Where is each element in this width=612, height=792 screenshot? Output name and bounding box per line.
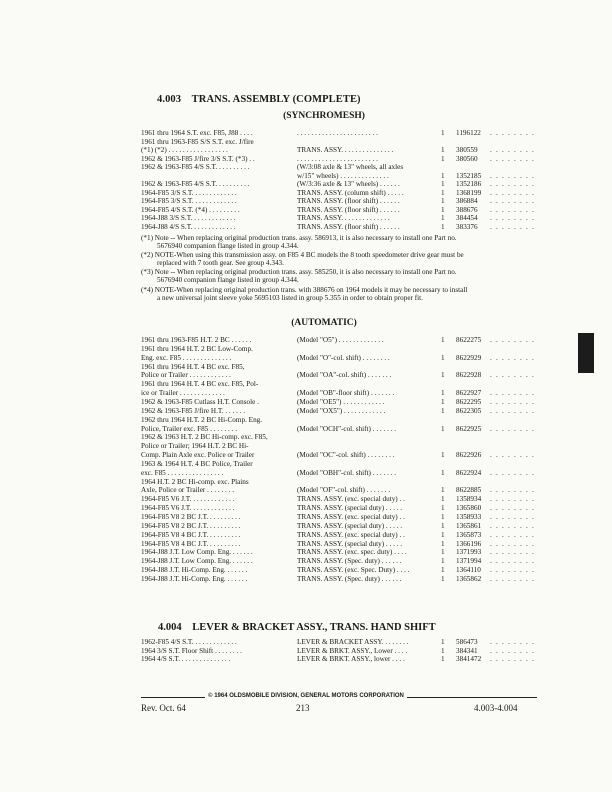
- table-row: [0, 345, 612, 353]
- page-number: 213: [296, 703, 310, 713]
- part-description: TRANS. ASSY. . . . . . . . . . . . . .: [297, 214, 390, 222]
- quantity: 1: [441, 371, 445, 380]
- leader-dots: . . . . . . . .: [490, 557, 535, 566]
- table-row: [0, 575, 612, 583]
- part-number: 1365860: [456, 504, 482, 513]
- quantity: 1: [441, 397, 445, 406]
- table-row: [0, 363, 612, 371]
- part-description: TRANS. ASSY. (floor shift) . . . . . .: [297, 205, 400, 214]
- table-row: [0, 647, 612, 655]
- table-row: [0, 460, 612, 468]
- table-row: [0, 129, 612, 137]
- vehicle-description: 1964-J88 J.T. Low Comp. Eng. . . . . . .: [141, 548, 253, 557]
- vehicle-description: 1961 thru 1963-F85 H.T. 2 BC . . . . . .: [141, 336, 252, 344]
- table-row: [0, 478, 612, 486]
- table-row: [0, 371, 612, 379]
- part-description: TRANS. ASSY. (exc. special duty) . .: [297, 530, 405, 539]
- vehicle-description: 1962 & 1963-F85 4/S S.T. . . . . . . . . .: [141, 180, 250, 188]
- vehicle-description: 1964-F85 4/S S.T. (*4) . . . . . . . . .: [141, 205, 240, 214]
- leader-dots: . . . . . . . .: [490, 486, 535, 495]
- vehicle-description: 1964-F85 V6 J.T. . . . . . . . . . . . .: [141, 504, 235, 513]
- part-description: LEVER & BRKT. ASSY., Lower . . . .: [297, 646, 408, 655]
- vehicle-description: 1962 & 1963-F85 Cutlass H.T. Console .: [141, 397, 259, 406]
- quantity: 1: [441, 171, 445, 180]
- leader-dots: . . . . . . . .: [490, 188, 535, 197]
- vehicle-description: (*1) (*2) . . . . . . . . . . . . . . . . .: [141, 146, 228, 154]
- part-description: (Model "O"-col. shift) . . . . . . . .: [297, 353, 390, 362]
- table-row: [0, 407, 612, 415]
- quantity: 1: [441, 468, 445, 477]
- vehicle-description: 1964-J88 4/S S.T. . . . . . . . . . . . .: [141, 222, 236, 231]
- table-row: [0, 172, 612, 180]
- quantity: 1: [441, 424, 445, 433]
- leader-dots: . . . . . . . .: [490, 548, 535, 557]
- part-description: TRANS. ASSY. (exc. Spec. Duty) . . . .: [297, 566, 410, 575]
- table-row: [0, 336, 612, 344]
- part-description: (Model "O5") . . . . . . . . . . . . .: [297, 336, 384, 344]
- part-number: 383376: [456, 222, 478, 231]
- quantity: 1: [441, 495, 445, 504]
- vehicle-description: 1963 & 1964 H.T. 4 BC Police, Trailer: [141, 459, 253, 468]
- part-number: 1196122: [456, 129, 481, 137]
- leader-dots: . . . . . . . .: [490, 451, 535, 460]
- table-row: [0, 189, 612, 197]
- vehicle-description: 1962 & 1963-F85 4/S S.T. . . . . . . . . .: [141, 163, 250, 171]
- part-description: TRANS. ASSY. (Spec. duty) . . . . . .: [297, 574, 402, 583]
- quantity: 1: [441, 222, 445, 231]
- quantity: 1: [441, 548, 445, 557]
- quantity: 1: [441, 566, 445, 575]
- quantity: 1: [441, 353, 445, 362]
- subtitle-synchromesh: (SYNCHROMESH): [283, 111, 365, 121]
- table-row: [0, 495, 612, 503]
- quantity: 1: [441, 638, 445, 646]
- table-row: [0, 214, 612, 222]
- part-number: 8622924: [456, 468, 482, 477]
- part-number: 384341: [456, 646, 478, 655]
- part-description: (Model "OA"-col. shift) . . . . . . .: [297, 371, 392, 380]
- part-description: TRANS. ASSY. (exc. spec. duty) . . . .: [297, 548, 407, 557]
- part-number: 388676: [456, 205, 478, 214]
- part-number: 586473: [456, 638, 478, 646]
- table-row: [0, 354, 612, 362]
- leader-dots: . . . . . . . .: [490, 353, 535, 362]
- vehicle-description: Comp. Plain Axle exc. Police or Trailer: [141, 451, 255, 460]
- leader-dots: . . . . . . . .: [490, 154, 535, 163]
- leader-dots: . . . . . . . .: [490, 513, 535, 521]
- leader-dots: . . . . . . . .: [490, 646, 535, 655]
- part-description: LEVER & BRKT. ASSY., lower . . . .: [297, 655, 405, 664]
- leader-dots: . . . . . . . .: [490, 530, 535, 539]
- part-description: TRANS. ASSY. (special duty) . . . . .: [297, 521, 403, 530]
- part-number: 1366196: [456, 539, 482, 548]
- table-row: [0, 504, 612, 512]
- footnote: [141, 268, 541, 284]
- part-description: TRANS. ASSY. (floor shift) . . . . . .: [297, 197, 400, 205]
- vehicle-description: Police or Trailer; 1964 H.T. 2 BC Hi-: [141, 442, 249, 451]
- part-number: 380560: [456, 154, 478, 163]
- table-row: [0, 566, 612, 574]
- quantity: 1: [441, 197, 445, 205]
- leader-dots: . . . . . . . .: [490, 424, 535, 433]
- vehicle-description: 1964-F85 V8 2 BC J.T. . . . . . . . . .: [141, 513, 241, 521]
- vehicle-description: Police or Trailer . . . . . . . . . . . .: [141, 371, 231, 380]
- part-number: 8622925: [456, 424, 482, 433]
- leader-dots: . . . . . . . .: [490, 336, 535, 344]
- table-row: [0, 486, 612, 494]
- quantity: 1: [441, 539, 445, 548]
- vehicle-description: Eng. exc. F85 . . . . . . . . . . . . . .: [141, 353, 232, 362]
- vehicle-description: 1961 thru 1963-F85 S/S S.T. exc. J/fire: [141, 137, 254, 146]
- footnote-first-line: (*4) NOTE-When replacing original production trans. with 388676 on 1964 models it may be necessary to install: [141, 286, 468, 294]
- leader-dots: . . . . . . . .: [490, 468, 535, 477]
- vehicle-description: 1964-F85 V8 2 BC J.T. . . . . . . . . .: [141, 521, 241, 530]
- section-heading-4003: [157, 94, 361, 105]
- part-description: (Model "OX5") . . . . . . . . . . . .: [297, 406, 386, 415]
- footnote-continuation: replaced with 7 tooth gear. See group 4.343.: [157, 259, 284, 268]
- part-number: 8622885: [456, 486, 482, 495]
- table-row: [0, 146, 612, 154]
- table-row: [0, 197, 612, 205]
- section-number: 4.003: [157, 94, 182, 105]
- quantity: 1: [441, 180, 445, 188]
- quantity: 1: [441, 406, 445, 415]
- quantity: 1: [441, 486, 445, 495]
- table-row: [0, 442, 612, 450]
- part-number: 384454: [456, 214, 478, 222]
- leader-dots: . . . . . . . .: [490, 495, 535, 504]
- part-description: (Model "OB"-floor shift) . . . . . . .: [297, 389, 395, 398]
- part-number: 8622928: [456, 371, 482, 380]
- quantity: 1: [441, 513, 445, 521]
- leader-dots: . . . . . . . .: [490, 504, 535, 513]
- quantity: 1: [441, 646, 445, 655]
- leader-dots: . . . . . . . .: [490, 389, 535, 398]
- part-description: . . . . . . . . . . . . . . . . . . . . . . .: [297, 154, 378, 163]
- quantity: 1: [441, 557, 445, 566]
- part-description: (Model "OCH"-col. shift) . . . . . . .: [297, 424, 397, 433]
- part-description: (Model "OC"-col. shift) . . . . . . . .: [297, 451, 395, 460]
- quantity: 1: [441, 504, 445, 513]
- table-row: [0, 513, 612, 521]
- part-number: 386884: [456, 197, 478, 205]
- table-row: [0, 531, 612, 539]
- quantity: 1: [441, 214, 445, 222]
- table-row: [0, 163, 612, 171]
- table-row: [0, 469, 612, 477]
- part-number: 1371994: [456, 557, 482, 566]
- part-number: 1368199: [456, 188, 482, 197]
- quantity: 1: [441, 188, 445, 197]
- table-row: [0, 540, 612, 548]
- quantity: 1: [441, 336, 445, 344]
- table-row: [0, 380, 612, 388]
- vehicle-description: 1964-J88 J.T. Hi-Comp. Eng. . . . . . .: [141, 566, 248, 575]
- vehicle-description: 1964-F85 V8 4 BC J.T. . . . . . . . . .: [141, 539, 241, 548]
- table-row: [0, 416, 612, 424]
- table-row: [0, 155, 612, 163]
- vehicle-description: ice or Trailer . . . . . . . . . . . . .: [141, 389, 225, 398]
- quantity: 1: [441, 389, 445, 398]
- part-description: TRANS. ASSY. (special duty) . . . . .: [297, 539, 403, 548]
- quantity: 1: [441, 521, 445, 530]
- part-number: 8622305: [456, 406, 482, 415]
- part-number: 8622295: [456, 397, 482, 406]
- leader-dots: . . . . . . . .: [490, 171, 535, 180]
- table-row: [0, 451, 612, 459]
- vehicle-description: 1962-F85 4/S S.T. . . . . . . . . . . . .: [141, 638, 237, 646]
- leader-dots: . . . . . . . .: [490, 214, 535, 222]
- vehicle-description: 1961 thru 1964 H.T. 2 BC Low-Comp.: [141, 344, 253, 353]
- part-description: (Model "OF"-col. shift) . . . . . . .: [297, 486, 391, 495]
- vehicle-description: 1964-F85 V6 J.T. . . . . . . . . . . . .: [141, 495, 235, 504]
- vehicle-description: 1962 & 1963-F85 J/fire H.T. . . . . . .: [141, 406, 246, 415]
- leader-dots: . . . . . . . .: [490, 371, 535, 380]
- table-row: [0, 557, 612, 565]
- quantity: 1: [441, 129, 445, 137]
- section-heading-4004: [158, 622, 436, 633]
- quantity: 1: [441, 451, 445, 460]
- part-number: 380559: [456, 146, 478, 154]
- part-description: TRANS. ASSY. (Spec. duty) . . . . . .: [297, 557, 402, 566]
- part-description: LEVER & BRACKET ASSY. . . . . . . .: [297, 638, 409, 646]
- leader-dots: . . . . . . . .: [490, 638, 535, 646]
- part-number: 1365862: [456, 574, 482, 583]
- part-number: 8622927: [456, 389, 482, 398]
- vehicle-description: 1964-F85 V8 4 BC J.T. . . . . . . . . .: [141, 530, 241, 539]
- group-range: 4.003-4.004: [474, 703, 518, 713]
- part-number: 3841472: [456, 655, 482, 664]
- vehicle-description: 1964 H.T. 2 BC Hi-comp. exc. Plains: [141, 477, 249, 486]
- leader-dots: . . . . . . . .: [490, 574, 535, 583]
- quantity: 1: [441, 655, 445, 664]
- copyright-line: © 1964 OLDSMOBILE DIVISION, GENERAL MOTORS CORPORATION: [0, 693, 612, 699]
- part-description: TRANS. ASSY. (column shift) . . . . .: [297, 188, 404, 197]
- vehicle-description: 1961 thru 1964 H.T. 4 BC exc. F85,: [141, 362, 245, 371]
- footnote-continuation: 5676940 companion flange listed in group 4.344.: [157, 242, 299, 251]
- vehicle-description: Police, Trailer exc. F85 . . . . . . . .: [141, 424, 238, 433]
- leader-dots: . . . . . . . .: [490, 129, 535, 137]
- quantity: 1: [441, 146, 445, 154]
- part-number: 1352185: [456, 171, 482, 180]
- table-row: [0, 548, 612, 556]
- table-row: [0, 638, 612, 646]
- footnote-first-line: (*2) NOTE-When using this transmission assy. on F85 4 BC models the 8 tooth speedometer drive gear must be: [141, 251, 464, 259]
- vehicle-description: 1964 4/S S.T. . . . . . . . . . . . . . .: [141, 655, 231, 664]
- revision-date: Rev. Oct. 64: [141, 703, 186, 713]
- part-number: 1364110: [456, 566, 481, 575]
- leader-dots: . . . . . . . .: [490, 539, 535, 548]
- vehicle-description: 1964-F85 3/S S.T. . . . . . . . . . . . .: [141, 197, 237, 205]
- vehicle-description: 1964-J88 3/S S.T. . . . . . . . . . . . .: [141, 214, 236, 222]
- leader-dots: . . . . . . . .: [490, 222, 535, 231]
- quantity: 1: [441, 154, 445, 163]
- leader-dots: . . . . . . . .: [490, 180, 535, 188]
- table-row: [0, 389, 612, 397]
- part-number: 8622926: [456, 451, 482, 460]
- leader-dots: . . . . . . . .: [490, 197, 535, 205]
- table-row: [0, 398, 612, 406]
- part-description: . . . . . . . . . . . . . . . . . . . . . . .: [297, 129, 378, 137]
- vehicle-description: 1961 thru 1964 H.T. 4 BC exc. F85, Pol-: [141, 380, 259, 389]
- table-row: [0, 180, 612, 188]
- part-description: TRANS. ASSY. (special duty) . . . . .: [297, 504, 403, 513]
- vehicle-description: 1964-F85 3/S S.T. . . . . . . . . . . . .: [141, 188, 237, 197]
- vehicle-description: 1964-J88 J.T. Low Comp. Eng. . . . . . .: [141, 557, 253, 566]
- table-row: [0, 138, 612, 146]
- table-row: [0, 223, 612, 231]
- leader-dots: . . . . . . . .: [490, 521, 535, 530]
- table-row: [0, 425, 612, 433]
- part-number: 1358934: [456, 495, 482, 504]
- part-number: 1352186: [456, 180, 482, 188]
- vehicle-description: 1964-J88 J.T. Hi-Comp. Eng. . . . . . .: [141, 574, 248, 583]
- part-number: 1365861: [456, 521, 482, 530]
- leader-dots: . . . . . . . .: [490, 566, 535, 575]
- quantity: 1: [441, 205, 445, 214]
- leader-dots: . . . . . . . .: [490, 205, 535, 214]
- part-number: 8622929: [456, 353, 482, 362]
- leader-dots: . . . . . . . .: [490, 146, 535, 154]
- part-number: 1365873: [456, 530, 482, 539]
- vehicle-description: 1962 & 1963-F85 J/fire 3/S S.T. (*3) . .: [141, 154, 255, 163]
- quantity: 1: [441, 574, 445, 583]
- part-description: TRANS. ASSY. (floor shift) . . . . . .: [297, 222, 400, 231]
- footnote-continuation: 5676940 companion flange listed in group 4.344.: [157, 276, 299, 285]
- part-description: TRANS. ASSY. (exc. special duty) . .: [297, 513, 405, 521]
- table-row: [0, 522, 612, 530]
- section-tab-marker: [578, 333, 594, 373]
- section-number: 4.004: [158, 622, 182, 633]
- part-description: (W/3:08 axle & 13" wheels, all axles: [297, 163, 404, 171]
- table-row: [0, 206, 612, 214]
- footnote: [141, 251, 541, 267]
- part-number: 1371993: [456, 548, 482, 557]
- vehicle-description: Axle, Police or Trailer . . . . . . . .: [141, 486, 235, 495]
- part-number: 1358933: [456, 513, 482, 521]
- part-description: (Model "OBH"-col. shift) . . . . . . .: [297, 468, 397, 477]
- vehicle-description: 1964 3/S S.T. Floor Shift . . . . . . . .: [141, 646, 242, 655]
- part-description: TRANS. ASSY. (exc. special duty) . .: [297, 495, 405, 504]
- footnote-first-line: (*3) Note -- When replacing original production trans. assy. 585250, it is also necessary to install one Part no.: [141, 268, 457, 276]
- leader-dots: . . . . . . . .: [490, 655, 535, 664]
- part-description: w/15" wheels) . . . . . . . . . . . . . .: [297, 171, 389, 180]
- footnote-continuation: a new universal joint sleeve yoke 5695103 listed in group 5.355 in order to obtain proper fit.: [157, 294, 423, 303]
- part-description: (Model "OE5") . . . . . . . . . . . .: [297, 397, 385, 406]
- leader-dots: . . . . . . . .: [490, 397, 535, 406]
- footnote: [141, 234, 541, 250]
- table-row: [0, 433, 612, 441]
- part-description: TRANS. ASSY. . . . . . . . . . . . . . .: [297, 146, 394, 154]
- section-title: LEVER & BRACKET ASSY., TRANS. HAND SHIFT: [192, 622, 436, 633]
- subtitle-automatic: (AUTOMATIC): [291, 318, 357, 328]
- leader-dots: . . . . . . . .: [490, 406, 535, 415]
- vehicle-description: 1962 thru 1964 H.T. 2 BC Hi-Comp. Eng.: [141, 415, 263, 424]
- vehicle-description: 1961 thru 1964 S.T. exc. F85, J88 . . . .: [141, 129, 253, 137]
- section-title: TRANS. ASSEMBLY (COMPLETE): [191, 94, 361, 105]
- part-description: (W/3:36 axle & 13" wheels) . . . . . .: [297, 180, 400, 188]
- table-row: [0, 655, 612, 663]
- quantity: 1: [441, 530, 445, 539]
- vehicle-description: exc. F85 . . . . . . . . . . . . . . . .: [141, 468, 224, 477]
- footnote-first-line: (*1) Note -- When replacing original production trans. assy. 586913, it is also necessary to install one Part no.: [141, 234, 457, 242]
- vehicle-description: 1962 & 1963 H.T. 2 BC Hi-comp. exc. F85,: [141, 433, 268, 442]
- footnote: [141, 286, 541, 302]
- part-number: 8622275: [456, 336, 482, 344]
